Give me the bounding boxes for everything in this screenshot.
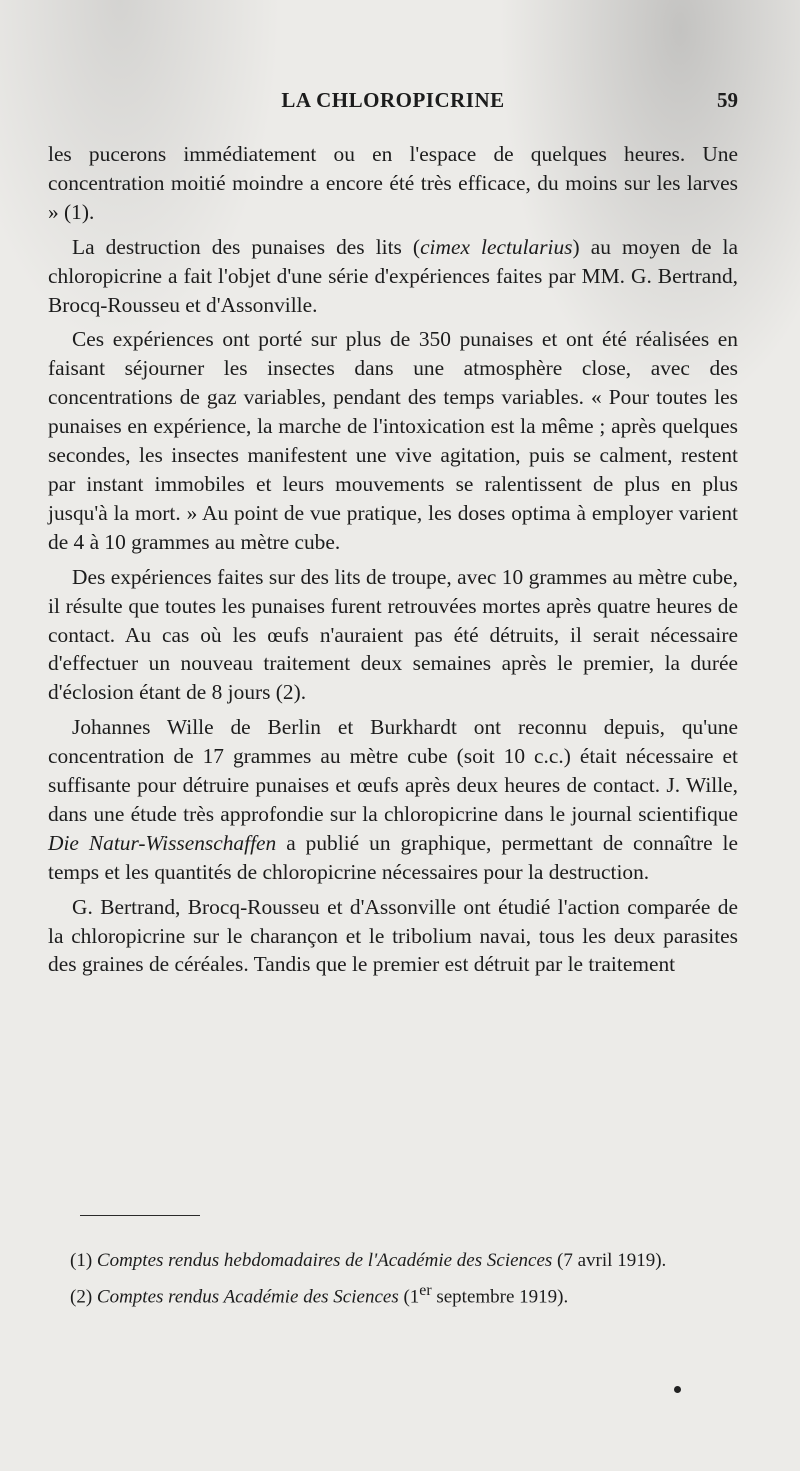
paragraph-5-text-a: Johannes Wille de Berlin et Burkhardt ont reconnu depuis, qu'une concentration de 17 grammes au mètre cube (soit 10 c.c.) était nécessaire et suffisante pour détruire punaises et œufs après deux heures de contact. J. Wille, dans une étude très approfondie sur la chloropicrine dans le journal scientifique <box>48 715 738 826</box>
footnote-2-source: Comptes rendus Académie des Sciences <box>96 1286 399 1308</box>
footnote-2-date-a: (1 <box>398 1286 420 1308</box>
paragraph-2-text-a: La destruction des punaises des lits ( <box>72 234 421 259</box>
footnote-1-source: Comptes rendus hebdomadaires de l'Académie des Sciences <box>96 1250 553 1271</box>
page-header <box>48 88 738 118</box>
paragraph-6: G. Bertrand, Brocq-Rousseu et d'Assonville ont étudié l'action comparée de la chloropicrine sur le charançon et le tribolium navai, tous les deux parasites des graines de céréales. Tandis que le premier est détruit par le traitement <box>48 894 738 977</box>
paragraph-4: Des expériences faites sur des lits de troupe, avec 10 grammes au mètre cube, il résulte que toutes les punaises furent retrouvées mortes après quatre heures de contact. Au cas où les œufs n'auraient pas été détruits, il serait nécessaire d'effectuer un nouveau traitement deux semaines après le premier, la durée d'éclosion étant de 8 jours (2). <box>48 564 738 705</box>
ink-dot <box>674 1386 681 1393</box>
running-title: LA CHLOROPICRINE <box>281 88 505 112</box>
footnote-1-date: (7 avril 1919). <box>552 1250 667 1271</box>
footnotes <box>48 1248 738 1314</box>
journal-name: Die Natur-Wissenschaffen <box>48 830 277 855</box>
paragraph-2-text-b: ) au moyen de la chloropicrine a fait l'objet d'une série d'expériences faites par MM. G. Bertrand, Brocq-Rousseu et d'Assonville. <box>48 234 738 317</box>
footnote-divider <box>80 1215 200 1216</box>
body-text <box>48 140 738 979</box>
footnote-2 <box>48 1278 738 1310</box>
paragraph-1: les pucerons immédiatement ou en l'espace de quelques heures. Une concentration moitié moindre a encore été très efficace, du moins sur les larves » (1). <box>48 142 738 224</box>
species-name: cimex lectularius <box>420 234 573 259</box>
footnote-2-number: (2) <box>70 1286 97 1308</box>
paragraph-5 <box>48 713 738 886</box>
paragraph-5-text-b: a publié un graphique, permettant de connaître le temps et les quantités de chloropicrine nécessaires pour la destruction. <box>48 830 738 884</box>
paragraph-2 <box>48 233 738 320</box>
footnote-1-number: (1) <box>70 1250 97 1271</box>
footnote-2-superscript: er <box>419 1282 432 1299</box>
paragraph-3: Ces expériences ont porté sur plus de 350 punaises et ont été réalisées en faisant séjourner les insectes dans une atmosphère close, avec des concentrations de gaz variables, pendant des temps variables. « Pour toutes les punaises en expérience, la marche de l'intoxication est la même ; après quelques secondes, les insectes manifestent une vive agitation, puis se calment, restent par instant immobiles et leurs mouvements se ralentissent de plus en plus jusqu'à la mort. » Au point de vue pratique, les doses optima à employer varient de 4 à 10 grammes au mètre cube. <box>48 327 738 554</box>
page-number: 59 <box>717 88 738 112</box>
footnote-1 <box>48 1248 738 1274</box>
footnote-2-date-b: septembre 1919). <box>431 1286 569 1308</box>
